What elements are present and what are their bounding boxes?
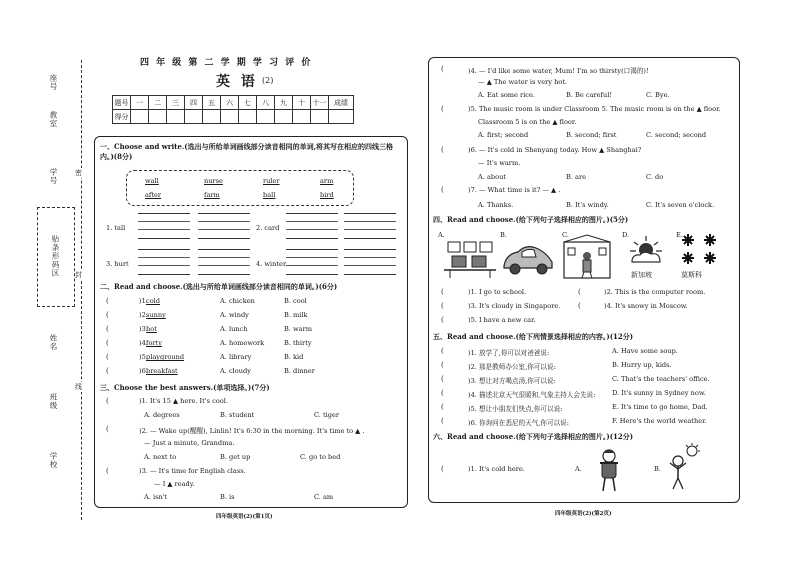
answer-paren: (: [441, 288, 444, 296]
writing-grid[interactable]: [198, 249, 250, 275]
s3-option: A. Thanks.: [478, 201, 514, 209]
section2-title: 二、Read and choose.(选出与所给单词画线部分读音相同的单词。)(6分): [100, 282, 338, 291]
word-bank-box: [126, 170, 354, 206]
s3-option: B. second; first: [566, 131, 617, 139]
score-row-label: 得分: [113, 110, 131, 124]
score-blank[interactable]: [185, 110, 203, 124]
s2-option-b: B. kid: [284, 353, 304, 361]
s2-item-word: sunny: [146, 311, 166, 319]
s5-answer: D. It's sunny in Sydney now.: [612, 389, 706, 397]
answer-paren: (: [106, 425, 109, 433]
exam-title: 四 年 级 第 二 学 期 学 习 评 价: [140, 58, 313, 68]
s3-question-2b: — Just a minute, Grandma.: [144, 439, 235, 447]
s5-question: )5. 想让小朋友们快点,你可以说:: [468, 405, 563, 413]
answer-paren: (: [106, 397, 109, 405]
writing-grid[interactable]: [344, 249, 396, 275]
answer-paren: (: [441, 403, 444, 411]
score-cell: 六: [221, 96, 239, 110]
moscow-caption: 莫斯科: [681, 271, 702, 279]
s3-option: C. second; second: [646, 131, 707, 139]
score-cell: 一: [131, 96, 149, 110]
answer-paren: (: [441, 375, 444, 383]
s3-question-4b: — ▲ The water is very hot.: [478, 78, 568, 86]
seal-mark-1: 密: [75, 169, 82, 177]
score-table-score-row: [113, 110, 354, 124]
s3-option: B. are: [566, 173, 587, 181]
section1-title: 一、Choose and write.(选出与所给单词画线部分读音相同的单词,将其写在相应的四线三格内。)(8分): [100, 142, 394, 161]
score-blank[interactable]: [329, 110, 354, 124]
score-blank[interactable]: [311, 110, 329, 124]
score-cell: 成绩: [329, 96, 354, 110]
s2-option-b: B. thirty: [284, 339, 312, 347]
write-item-1: 1. tall: [106, 224, 126, 232]
s3-option: C. am: [314, 493, 334, 501]
seal-mark-3: 线: [75, 383, 82, 391]
s3-option: C. go to bed: [300, 453, 341, 461]
s2-item-word: hot: [146, 325, 157, 333]
s4-item: )1. I go to school.: [468, 288, 527, 296]
s3-option: A. Eat some rice.: [478, 91, 535, 99]
write-item-3: 3. hurt: [106, 260, 129, 268]
left-page-footer: 四年级英语(2)(第1页): [216, 514, 273, 520]
s3-question-6: )6. — It's cold in Shenyang today. How ▲ Shanghai?: [468, 146, 642, 154]
pic-label-e: E.: [676, 231, 683, 239]
school-picture: [562, 234, 612, 280]
score-cell: 五: [203, 96, 221, 110]
answer-paren: (: [106, 467, 109, 475]
s3-question-1: )1. It's 15 ▲ here. It's cool.: [139, 397, 228, 405]
score-blank[interactable]: [221, 110, 239, 124]
answer-paren: (: [441, 465, 444, 473]
s6-option-a: A.: [575, 465, 582, 473]
word-bank-word: arm: [320, 177, 334, 185]
s2-option-a: A. cloudy: [220, 367, 251, 375]
word-bank-word: wall: [145, 177, 159, 185]
score-cell: 二: [149, 96, 167, 110]
s5-answer: F. Here's the world weather.: [612, 417, 707, 425]
s5-answer: C. That's the teachers' office.: [612, 375, 710, 383]
hot-person-picture: [662, 443, 702, 491]
answer-paren: (: [578, 288, 581, 296]
s6-option-b: B.: [654, 465, 661, 473]
s5-answer: A. Have some soup.: [612, 347, 678, 355]
subject-volume: (2): [262, 76, 274, 85]
s3-option: C. do: [646, 173, 664, 181]
singapore-caption: 新加坡: [631, 271, 652, 279]
score-blank[interactable]: [257, 110, 275, 124]
s2-item-num: )5.: [139, 353, 148, 361]
answer-paren: (: [441, 389, 444, 397]
s3-question-3b: — I ▲ ready.: [154, 480, 195, 488]
word-bank-word: bird: [320, 191, 334, 199]
answer-paren: (: [106, 297, 109, 305]
score-table: [112, 95, 354, 124]
s3-question-3: )3. — It's time for English class.: [139, 467, 246, 475]
s2-item-num: )1.: [139, 297, 148, 305]
s3-option: B. is: [220, 493, 235, 501]
s4-item: )5. I have a new car.: [468, 316, 536, 324]
score-cell: 四: [185, 96, 203, 110]
s5-question: )2. 那是教师办公室,你可以说:: [468, 363, 556, 371]
cold-person-picture: [592, 447, 626, 493]
score-blank[interactable]: [203, 110, 221, 124]
s4-item: )4. It's snowy in Moscow.: [604, 302, 688, 310]
s3-question-7: )7. — What time is it? — ▲ .: [468, 186, 561, 194]
s2-option-b: B. dinner: [284, 367, 315, 375]
s2-item-num: )3.: [139, 325, 148, 333]
s4-item: )2. This is the computer room.: [604, 288, 706, 296]
score-cell: 十: [293, 96, 311, 110]
answer-paren: (: [106, 353, 109, 361]
s2-item-word: breakfast: [146, 367, 178, 375]
answer-paren: (: [441, 65, 444, 73]
s2-option-a: A. lunch: [220, 325, 248, 333]
s2-option-a: A. library: [220, 353, 252, 361]
s2-option-a: A. homework: [220, 339, 265, 347]
section4-title: 四、Read and choose.(给下列句子选择相应的图片。)(5分): [433, 215, 629, 224]
s3-option: B. student: [220, 411, 255, 419]
s3-option: B. It's windy.: [566, 201, 609, 209]
score-blank[interactable]: [131, 110, 149, 124]
word-bank-word: ruler: [263, 177, 280, 185]
answer-paren: (: [441, 417, 444, 425]
answer-paren: (: [106, 311, 109, 319]
score-cell: 七: [239, 96, 257, 110]
writing-grid[interactable]: [138, 249, 190, 275]
s3-option: C. Bye.: [646, 91, 670, 99]
writing-grid[interactable]: [286, 249, 338, 275]
answer-paren: (: [441, 361, 444, 369]
s3-option: A. first; second: [478, 131, 529, 139]
word-bank-word: farm: [204, 191, 220, 199]
section6-title: 六、Read and choose.(给下列句子选择相应的图片。)(12分): [433, 432, 634, 441]
s3-question-5b: Classroom 5 is on the ▲ floor.: [478, 118, 577, 126]
s3-option: A. degrees: [144, 411, 180, 419]
answer-paren: (: [106, 325, 109, 333]
score-blank[interactable]: [167, 110, 185, 124]
s3-question-4: )4. — I'd like some water, Mum! I'm so thirsty(口渴的)!: [468, 67, 649, 75]
score-blank[interactable]: [149, 110, 167, 124]
s3-option: B. Be careful!: [566, 91, 613, 99]
s3-question-6b: — It's warm.: [478, 159, 521, 167]
score-cell: 三: [167, 96, 185, 110]
answer-paren: (: [441, 316, 444, 324]
pic-label-a: A.: [438, 231, 445, 239]
answer-paren: (: [106, 367, 109, 375]
s2-item-word: forty: [146, 339, 162, 347]
score-blank[interactable]: [275, 110, 293, 124]
s2-item-num: )2.: [139, 311, 148, 319]
seat-label: 座号: [49, 74, 58, 91]
right-page-footer: 四年级英语(2)(第2页): [555, 511, 612, 517]
snowy-icon: [680, 232, 720, 266]
school-label: 学校: [49, 452, 58, 469]
s2-option-b: B. warm: [284, 325, 313, 333]
s3-option: C. tiger: [314, 411, 340, 419]
answer-paren: (: [106, 339, 109, 347]
s2-option-a: A. windy: [220, 311, 249, 319]
s3-option: A. next to: [144, 453, 177, 461]
s3-question-2: )2. — Wake up(醒醒), Linlin! It's 6:30 in the morning. It's time to ▲ .: [139, 427, 365, 435]
writing-grid[interactable]: [138, 213, 190, 239]
s3-option: A. about: [478, 173, 506, 181]
writing-grid[interactable]: [198, 213, 250, 239]
s5-question: )6. 你询问在悉尼的天气,你可以说:: [468, 419, 569, 427]
s4-item: )3. It's cloudy in Singapore.: [468, 302, 561, 310]
answer-paren: (: [441, 302, 444, 310]
s3-question-5: )5. The music room is under Classroom 5. The music room is on the ▲ floor.: [468, 105, 721, 113]
s2-item-word: cold: [146, 297, 160, 305]
seal-mark-2: 封: [75, 271, 82, 279]
s3-option: A. isn't: [144, 493, 168, 501]
exam-number-label: 学号: [49, 168, 58, 185]
word-bank-word: after: [145, 191, 162, 199]
subject-title: 英 语: [216, 74, 258, 90]
answer-paren: (: [441, 105, 444, 113]
score-blank[interactable]: [239, 110, 257, 124]
score-cell: 九: [275, 96, 293, 110]
score-table-header-row: [113, 96, 354, 110]
s3-option: C. It's seven o'clock.: [646, 201, 715, 209]
score-cell: 十一: [311, 96, 329, 110]
write-item-2: 2. card: [256, 224, 280, 232]
s5-question: )4. 描述北京天气很暖和,气象主持人会先说:: [468, 391, 596, 399]
s2-item-num: )6.: [139, 367, 148, 375]
hall-label: 教室: [49, 111, 58, 128]
pic-label-b: B.: [500, 231, 507, 239]
computer-room-picture: [444, 236, 496, 278]
s5-answer: B. Hurry up, kids.: [612, 361, 672, 369]
car-picture: [500, 238, 556, 278]
answer-paren: (: [441, 146, 444, 154]
s2-item-word: playground: [146, 353, 185, 361]
class-label: 班级: [49, 393, 58, 410]
s3-option: B. get up: [220, 453, 251, 461]
s2-option-b: B. cool: [284, 297, 307, 305]
seal-line: [81, 60, 82, 520]
s5-question: )3. 想让对方喝点汤,你可以说:: [468, 377, 556, 385]
s5-answer: E. It's time to go home, Dad.: [612, 403, 708, 411]
s5-question: )1. 放学了,你可以对爸爸说:: [468, 349, 550, 357]
writing-grid[interactable]: [344, 213, 396, 239]
score-blank[interactable]: [293, 110, 311, 124]
write-item-4: 4. winter: [256, 260, 287, 268]
word-bank-word: nurse: [204, 177, 223, 185]
score-cell: 题号: [113, 96, 131, 110]
s2-option-a: A. chicken: [220, 297, 255, 305]
score-cell: 八: [257, 96, 275, 110]
s2-option-b: B. milk: [284, 311, 308, 319]
name-label: 姓名: [49, 334, 58, 351]
pic-label-d: D.: [622, 231, 630, 239]
answer-paren: (: [441, 186, 444, 194]
section3-title: 三、Choose the best answers.(单项选择。)(7分): [100, 383, 270, 392]
s2-item-num: )4.: [139, 339, 148, 347]
cloudy-icon: [626, 234, 666, 264]
barcode-area-label: 贴条形码区: [51, 235, 60, 278]
section5-title: 五、Read and choose.(给下列情景选择相应的内容。)(12分): [433, 332, 634, 341]
answer-paren: (: [441, 347, 444, 355]
s6-question-1: )1. It's cold here.: [468, 465, 525, 473]
word-bank-word: ball: [263, 191, 276, 199]
pic-label-c: C.: [562, 231, 569, 239]
writing-grid[interactable]: [286, 213, 338, 239]
answer-paren: (: [578, 302, 581, 310]
